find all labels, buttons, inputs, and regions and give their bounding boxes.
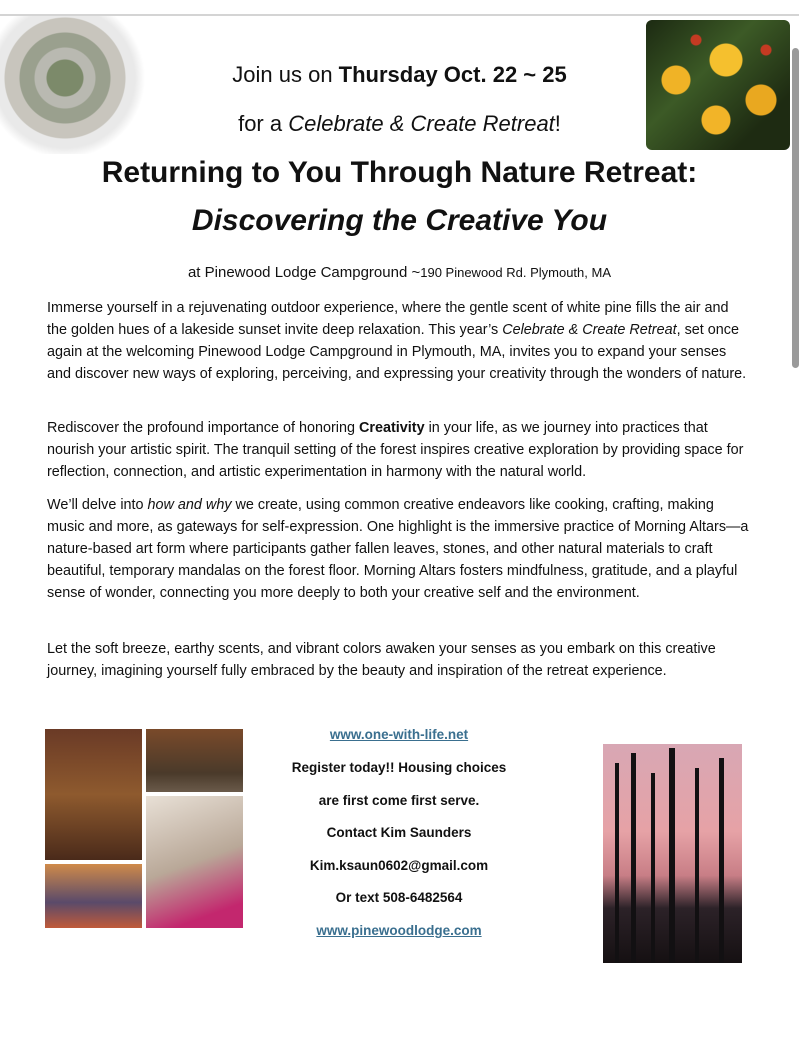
lake-sunset-photo: [603, 744, 742, 963]
event-date-line: [0, 62, 799, 88]
tree-silhouette: [631, 753, 636, 963]
contact-name: Contact Kim Saunders: [326, 825, 472, 840]
p1-emphasis: Celebrate & Create Retreat: [502, 322, 677, 338]
event-suffix: !: [554, 111, 561, 136]
event-name-line: [0, 111, 799, 137]
hall-photo: [146, 729, 243, 792]
paragraph-morning-altars: [47, 494, 752, 604]
tree-silhouette: [669, 748, 675, 963]
register-text: Register today!! Housing choices: [291, 760, 507, 775]
tree-silhouette: [651, 773, 655, 963]
location-line: [0, 264, 799, 281]
lodge-interior-photo: [45, 729, 142, 860]
page-title: Returning to You Through Nature Retreat:: [101, 156, 698, 189]
join-prefix: Join us on: [232, 62, 339, 87]
p2-strong: Creativity: [359, 420, 425, 436]
p3-text-b: we create, using common creative endeavors like cooking, crafting, making music and more, as gateways for self-expression. One highlight is the immersive practice of Morning Altars—a nature-based art form where participants gather fallen leaves, stones, and other natural materials to craft beautiful, temporary mandalas on the forest floor. Morning Altars fosters mindfulness, gratitude, and a playful sense of wonder, connecting you more deeply to both your creative self and the environment.: [47, 497, 749, 601]
contact-phone: Or text 508-6482564: [335, 890, 463, 905]
paragraph-closing: Let the soft breeze, earthy scents, and vibrant colors awaken your senses as you embark on this creative journey, imagining yourself fully embraced by the beauty and inspiration of the retreat experience.: [47, 641, 716, 679]
event-name: Celebrate & Create Retreat: [288, 111, 555, 136]
p2-text-a: Rediscover the profound importance of honoring: [47, 420, 359, 436]
yoga-photo: [45, 864, 142, 928]
p3-emphasis: how and why: [147, 497, 232, 513]
website-link-one-with-life[interactable]: www.one-with-life.net: [329, 727, 469, 742]
contact-email[interactable]: Kim.ksaun0602@gmail.com: [309, 858, 489, 873]
website-link-pinewoodlodge[interactable]: www.pinewoodlodge.com: [316, 923, 482, 938]
tree-silhouette: [695, 768, 699, 963]
event-date: Thursday Oct. 22 ~ 25: [338, 62, 567, 87]
tree-silhouette: [719, 758, 724, 963]
address: 190 Pinewood Rd. Plymouth, MA: [420, 265, 612, 280]
paragraph-creativity: [47, 417, 752, 483]
p1-text-a: Immerse yourself in a rejuvenating outdoor experience, where the gentle scent of white pine fills the air and the golden hues of a lakeside sunset invite deep relaxation. This year’s: [47, 300, 729, 338]
paragraph-intro: [47, 297, 752, 385]
retreat-photo-collage: [45, 729, 243, 928]
venue: at Pinewood Lodge Campground ~: [187, 264, 421, 281]
tree-silhouette: [615, 763, 619, 963]
for-prefix: for a: [238, 111, 289, 136]
crafting-photo: [146, 796, 243, 928]
page-subtitle: Discovering the Creative You: [191, 204, 608, 237]
first-come-text: are first come first serve.: [318, 793, 480, 808]
p2-text-b: in your life, as we journey into practices that nourish your artistic spirit. The tranquil setting of the forest inspires creative exploration by providing space for reflection, connection, and artistic experimentation in harmony with the natural world.: [47, 420, 744, 480]
p1-text-b: , set once again at the welcoming Pinewood Lodge Campground in Plymouth, MA, invites you to expand your senses and discover new ways of exploring, perceiving, and expressing your creativity through the wonders of nature.: [47, 322, 747, 382]
p3-text-a: We’ll delve into: [47, 497, 148, 513]
